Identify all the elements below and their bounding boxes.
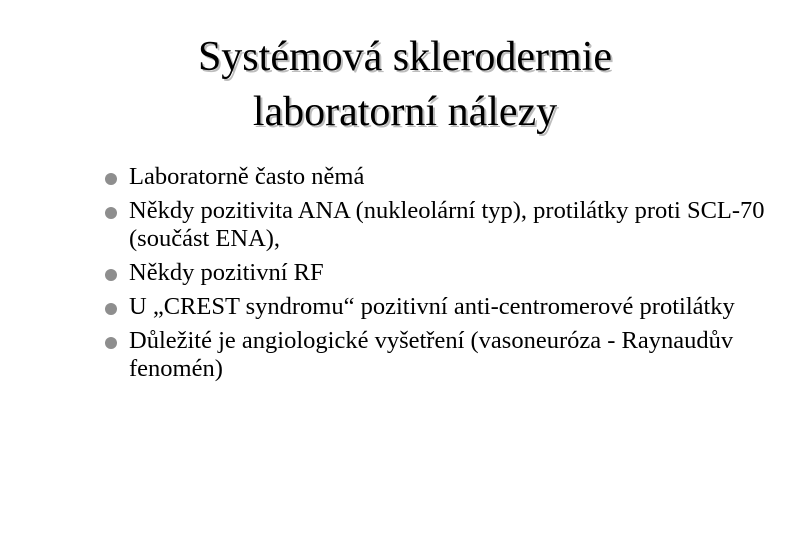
bullet-item bbox=[105, 163, 765, 191]
bullet-dot-icon bbox=[105, 207, 117, 219]
slide-title bbox=[0, 30, 810, 140]
bullet-text: Někdy pozitivita ANA (nukleolární typ), protilátky proti SCL-70 (součást ENA), bbox=[129, 197, 765, 252]
bullet-item bbox=[105, 327, 765, 383]
title-line-1: Systémová sklerodermie bbox=[197, 34, 613, 80]
bullet-text: Laboratorně často němá bbox=[129, 163, 365, 190]
bullet-text: Důležité je angiologické vyšetření (vasoneuróza - Raynaudův fenomén) bbox=[129, 327, 734, 382]
bullet-dot-icon bbox=[105, 269, 117, 281]
bullet-text: U „CREST syndromu“ pozitivní anti-centromerové protilátky bbox=[129, 293, 735, 320]
bullet-dot-icon bbox=[105, 173, 117, 185]
bullet-dot-icon bbox=[105, 337, 117, 349]
bullet-item bbox=[105, 197, 765, 253]
title-line-2: laboratorní nálezy bbox=[252, 89, 558, 135]
bullet-item bbox=[105, 259, 765, 287]
bullet-list bbox=[105, 163, 765, 389]
bullet-text: Někdy pozitivní RF bbox=[129, 259, 324, 286]
bullet-dot-icon bbox=[105, 303, 117, 315]
bullet-item bbox=[105, 293, 765, 321]
